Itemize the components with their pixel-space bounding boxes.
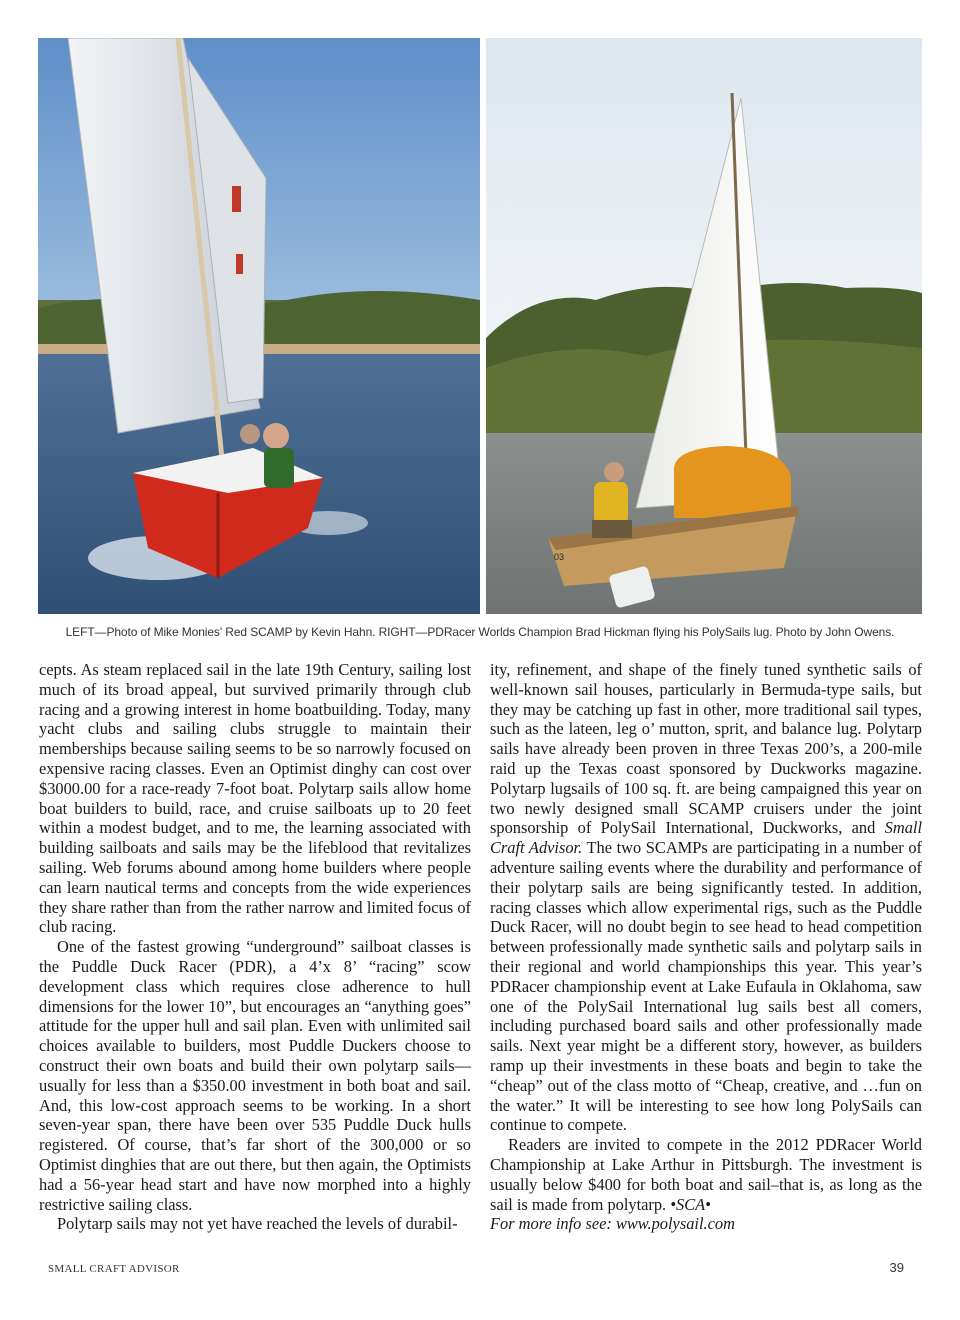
paragraph-text: ity, refinement, and shape of the finely tuned synthetic sails of well-known sail houses, particularly in Bermuda-type sails, but they may be catching up fast in other, more traditional sail types, such as the lateen, leg o’ mutton, sprit, and balance lug. Polytarp sails have already been proven in three Texas 200’s, a 200-mile raid up the Texas coast sponsored by Duckworks magazine. Polytarp lugsails of 100 sq. ft. are being campaigned this year on two newly designed small SCAMP cruisers under the joint sponsorship of PolySail International, Duckworks, and: [490, 660, 922, 838]
article-paragraph: [490, 660, 922, 1135]
polysail-lug-sailboat-photo: [486, 38, 922, 614]
article-paragraph: cepts. As steam replaced sail in the late 19th Century, sailing lost much of its broad appeal, but survived primarily through club racing and a growing interest in home boatbuilding. Today, many yacht clubs and sailing clubs struggle to maintain their memberships because sailing seems to be so narrowly focused on expensive racing classes. Even an Optimist dinghy can cost over $3000.00 for a race-ready 7-foot boat. Polytarp sails allow home boat builders to build, race, and cruise sailboats up to 20 feet within a modest budget, and to me, the learning associated with building sailboats and sails may be the lifeblood that revitalizes sailing. Web forums abound among home builders where people can learn nautical terms and concepts from the wide experiences they share rather than from the rather narrow and limited focus of club racing.: [39, 660, 471, 937]
photo-caption: LEFT—Photo of Mike Monies' Red SCAMP by Kevin Hahn. RIGHT—PDRacer Worlds Champion Brad Hickman flying his PolySails lug. Photo by John Owens.: [65, 625, 895, 639]
red-scamp-sailboat-photo: [38, 38, 480, 614]
article-paragraph: Polytarp sails may not yet have reached the levels of durabil-: [57, 1214, 458, 1234]
paragraph-text: The two SCAMPs are participating in a number of adventure sailing events where the durability and performance of their polytarp sails are being significantly tested. In addition, racing classes which allow experimental rigs, such as the Puddle Duck Racer, will no doubt begin to see head to head competition between professionally made synthetic sails and polytarp sails in their regional and world championships this year. This year’s PDRacer championship event at Lake Eufaula in Oklahoma, saw one of the PolySail International lug sails best all comers, including purchased board sails and other professionally made sails. Next year might be a different story, however, as builders ramp up their investments in these boats and begin to take the “cheap” out of the class motto of “Cheap, creative, and …fun on the water.” It will be interesting to see how long PolySails can continue to compete.: [490, 838, 922, 1135]
more-info-credit: For more info see: www.polysail.com: [490, 1214, 735, 1234]
article-paragraph: One of the fastest growing “underground” sailboat classes is the Puddle Duck Racer (PDR), a 4’x 8’ “racing” scow development class which requires close adherence to hull dimensions for the lower 10”, but encourages an “anything goes” attitude for the upper hull and sail plan. Even with unlimited sail choices available to builders, most Puddle Duckers choose to construct their own boats and build their own polytarp sails—usually for less than a $350.00 investment in both boat and sail. And, this low-cost approach seems to be working. In a short seven-year span, there have been over 535 Puddle Duck hulls registered. Of course, that’s far short of the 300,000 or so Optimist dinghies that are out there, but then again, the Optimists had a 56-year head start and have now morphed into a highly restrictive sailing class.: [39, 937, 471, 1214]
page-number: 39: [889, 1260, 904, 1275]
magazine-title-reference: Small Craft Advisor.: [490, 818, 922, 858]
paragraph-text: Readers are invited to compete in the 2012 PDRacer World Championship at Lake Arthur in Pittsburgh. The investment is usually below $400 for both boat and sail–that is, as long as the sail is made from polytarp.: [490, 1135, 922, 1214]
left-photo: [38, 38, 480, 614]
article-paragraph: [490, 1135, 922, 1214]
article-column-left: [39, 660, 471, 1234]
article-column-right: [490, 660, 922, 1234]
magazine-name: SMALL CRAFT ADVISOR: [48, 1263, 180, 1275]
right-photo: [486, 38, 922, 614]
hull-number: 03: [554, 552, 565, 562]
end-sign: •SCA•: [670, 1194, 711, 1214]
